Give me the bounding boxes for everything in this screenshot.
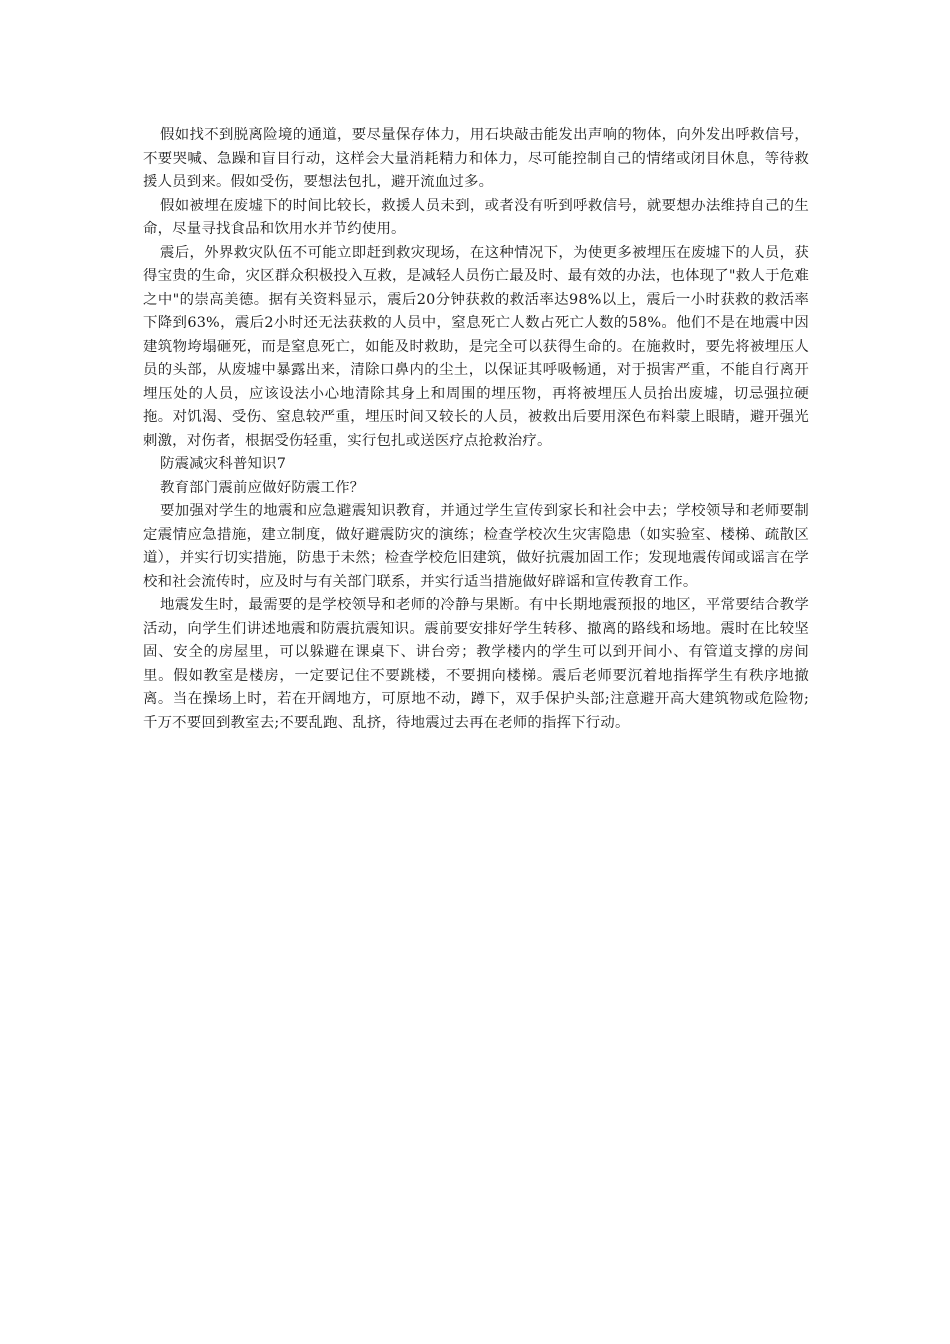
section-question: 教育部门震前应做好防震工作？ xyxy=(160,479,365,496)
document-page xyxy=(143,124,809,735)
section-title: 防震减灾科普知识7 xyxy=(160,456,287,472)
paragraph-education-prep: 要加强对学生的地震和应急避震知识教育，并通过学生宣传到家长和社会中去；学校领导和老师要制定震情应急措施，建立制度，做好避震防灾的演练；检查学校次生灾害隐患（如实验室、楼梯、疏散区道），并实行切实措施，防患于未然；检查学校危旧建筑，做好抗震加固工作；发现地震传闻或谣言在学校和社会流传时，应及时与有关部门联系，并实行适当措施做好辟谣和宣传教育工作。 xyxy=(143,503,809,590)
paragraph-mutual-rescue: 震后，外界救灾队伍不可能立即赶到救灾现场，在这种情况下，为使更多被埋压在废墟下的人员，获得宝贵的生命，灾区群众积极投入互救，是减轻人员伤亡最及时、最有效的办法，也体现了"救人于危难之中"的崇高美德。据有关资料显示，震后20分钟获救的救活率达98%以上，震后一小时获救的救活率下降到63%，震后2小时还无法获救的人员中，窒息死亡人数占死亡人数的58%。他们不是在地震中因建筑物垮塌砸死，而是窒息死亡，如能及时救助，是完全可以获得生命的。在施救时，要先将被埋压人员的头部，从废墟中暴露出来，清除口鼻内的尘土，以保证其呼吸畅通，对于损害严重，不能自行离开埋压处的人员，应该设法小心地清除其身上和周围的埋压物，再将被埋压人员抬出废墟，切忌强拉硬拖。对饥渴、受伤、窒息较严重，埋压时间又较长的人员，被救出后要用深色布料蒙上眼睛，避开强光刺激，对伤者，根据受伤轻重，实行包扎或送医疗点抢救治疗。 xyxy=(143,244,809,449)
paragraph-trapped-signal: 假如找不到脱离险境的通道，要尽量保存体力，用石块敲击能发出声响的物体，向外发出呼救信号，不要哭喊、急躁和盲目行动，这样会大量消耗精力和体力，尽可能控制自己的情绪或闭目休息，等待救援人员到来。假如受伤，要想法包扎，避开流血过多。 xyxy=(143,127,809,190)
paragraph-long-burial: 假如被埋在废墟下的时间比较长，救援人员未到，或者没有听到呼救信号，就要想办法维持自己的生命，尽量寻找食品和饮用水并节约使用。 xyxy=(143,197,809,237)
paragraph-school-response: 地震发生时，最需要的是学校领导和老师的冷静与果断。有中长期地震预报的地区，平常要结合教学活动，向学生们讲述地震和防震抗震知识。震前要安排好学生转移、撤离的路线和场地。震时在比较坚固、安全的房屋里，可以躲避在课桌下、讲台旁；教学楼内的学生可以到开间小、有管道支撑的房间里。假如教室是楼房，一定要记住不要跳楼，不要拥向楼梯。震后老师要沉着地指挥学生有秩序地撤离。当在操场上时，若在开阔地方，可原地不动，蹲下，双手保护头部;注意避开高大建筑物或危险物;千万不要回到教室去;不要乱跑、乱挤，待地震过去再在老师的指挥下行动。 xyxy=(143,597,809,731)
